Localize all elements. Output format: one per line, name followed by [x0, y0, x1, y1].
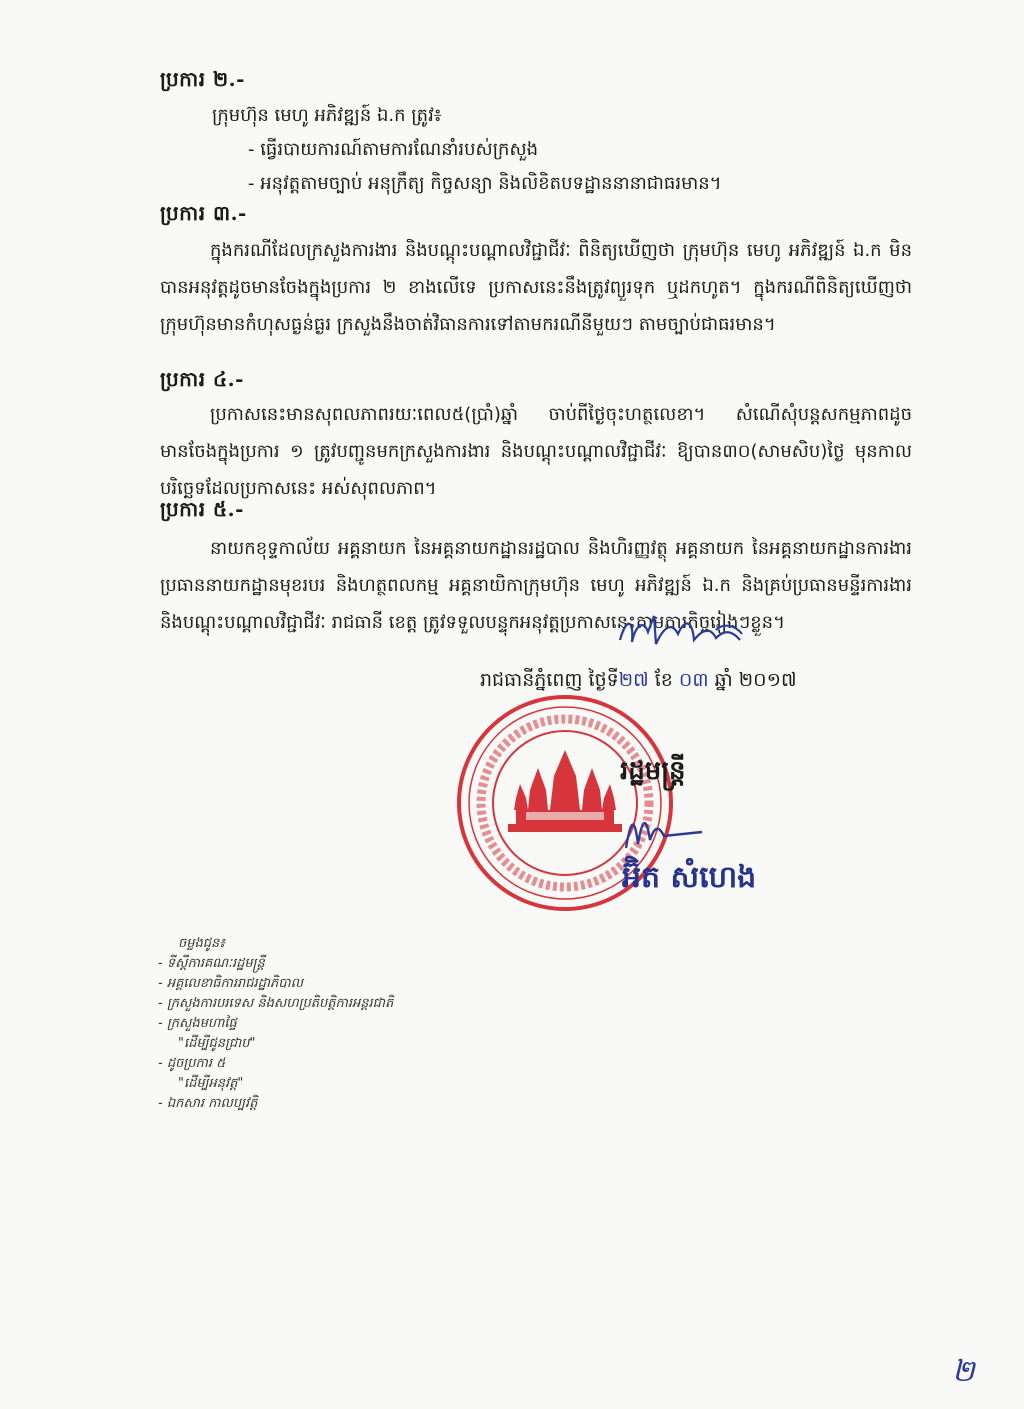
cc-item: - ឯកសារ កាលប្បវត្តិ: [158, 1096, 258, 1111]
cc-item: - ទីស្តីការគណៈរដ្ឋមន្ត្រី: [158, 956, 265, 971]
minister-title: រដ្ឋមន្ត្រី: [620, 756, 686, 786]
page-number: ២: [952, 1354, 975, 1389]
date-prefix: រាជធានីភ្នំពេញ ថ្ងៃទី: [480, 669, 619, 691]
minister-name: អ៊ិត សំហេង: [622, 860, 757, 895]
article-4-heading: ប្រការ ៤.-: [160, 367, 244, 391]
copy-distribution-list: [158, 934, 518, 1114]
article-2-bullet-1: - ធ្វើរបាយការណ៍តាមការណែនាំរបស់ក្រសួង: [248, 139, 539, 160]
article-3-heading: ប្រការ ៣.-: [160, 201, 247, 225]
cc-item-note: "ដើម្បីជូនជ្រាប": [178, 1036, 256, 1051]
date-year: ២០១៧: [738, 669, 797, 691]
cc-item-note: "ដើម្បីអនុវត្ត": [178, 1076, 244, 1091]
date-day: ២៧: [618, 669, 649, 691]
cc-heading: ចម្លងជូន៖: [178, 936, 225, 951]
cc-item: - ក្រសួងការបរទេស និងសហប្រតិបត្តិការអន្តរជាតិ: [158, 996, 394, 1011]
initials-signature: [612, 610, 752, 660]
article-2-intro: ក្រុមហ៊ុន មេហូ អភិវឌ្ឍន៍ ឯ.ក ត្រូវ៖: [212, 105, 442, 126]
article-3-text: ក្នុងករណីដែលក្រសួងការងារ និងបណ្តុះបណ្តាលវិជ្ជាជីវៈ ពិនិត្យឃើញថា ក្រុមហ៊ុន មេហូ អភិវឌ្ឍន៍ ឯ.ក មិនបានអនុវត្តដូចមានចែងក្នុងប្រការ ២ ខាងលើទេ ប្រកាសនេះនឹងត្រូវព្យួរទុក ឬដកហូត។ ក្នុងករណីពិនិត្យឃើញថា ក្រុមហ៊ុនមានកំហុសធ្ងន់ធ្ងរ ក្រសួងនឹងចាត់វិធានការទៅតាមករណីនីមួយៗ តាមច្បាប់ជាធរមាន។: [160, 240, 912, 335]
article-2-bullet-2: - អនុវត្តតាមច្បាប់ អនុក្រឹត្យ កិច្ចសន្យា និងលិខិតបទដ្ឋាននានាជាធរមាន។: [248, 173, 722, 194]
minister-signature: [616, 804, 706, 858]
article-4-text: ប្រកាសនេះមានសុពលភាពរយៈពេល៥(ប្រាំ)ឆ្នាំ ចាប់ពីថ្ងៃចុះហត្ថលេខា។ សំណើសុំបន្តសកម្មភាពដូចមានចែងក្នុងប្រការ ១ ត្រូវបញ្ជូនមកក្រសួងការងារ និងបណ្តុះបណ្តាលវិជ្ជាជីវៈ ឱ្យបាន៣០(សាមសិប)ថ្ងៃ មុនកាលបរិច្ឆេទដែលប្រកាសនេះ អស់សុពលភាព។: [160, 404, 912, 499]
cc-item: - ដូចប្រការ ៥: [158, 1056, 226, 1071]
article-5-text: នាយកខុទ្ទកាល័យ អគ្គនាយក នៃអគ្គនាយកដ្ឋានរដ្ឋបាល និងហិរញ្ញវត្ថុ អគ្គនាយក នៃអគ្គនាយកដ្ឋានការងារ ប្រធាននាយកដ្ឋានមុខរបរ និងហត្ថពលកម្ម អគ្គនាយិកាក្រុមហ៊ុន មេហូ អភិវឌ្ឍន៍ ឯ.ក និងគ្រប់ប្រធានមន្ទីរការងារ និងបណ្តុះបណ្តាលវិជ្ជាជីវៈ រាជធានី ខេត្ត ត្រូវទទួលបន្ទុកអនុវត្តប្រកាសនេះតាមភារកិច្ចរៀងៗខ្លួន។: [160, 538, 912, 633]
article-5-heading: ប្រការ ៥.-: [160, 497, 244, 521]
article-2-heading: ប្រការ ២.-: [160, 67, 245, 91]
date-month-label: ខែ: [654, 669, 673, 691]
cc-item: - អគ្គលេខាធិការរាជរដ្ឋាភិបាល: [158, 976, 303, 991]
date-month: ០៣: [678, 669, 709, 691]
date-year-label: ឆ្នាំ: [714, 669, 733, 691]
cc-item: - ក្រសួងមហាផ្ទៃ: [158, 1016, 237, 1031]
